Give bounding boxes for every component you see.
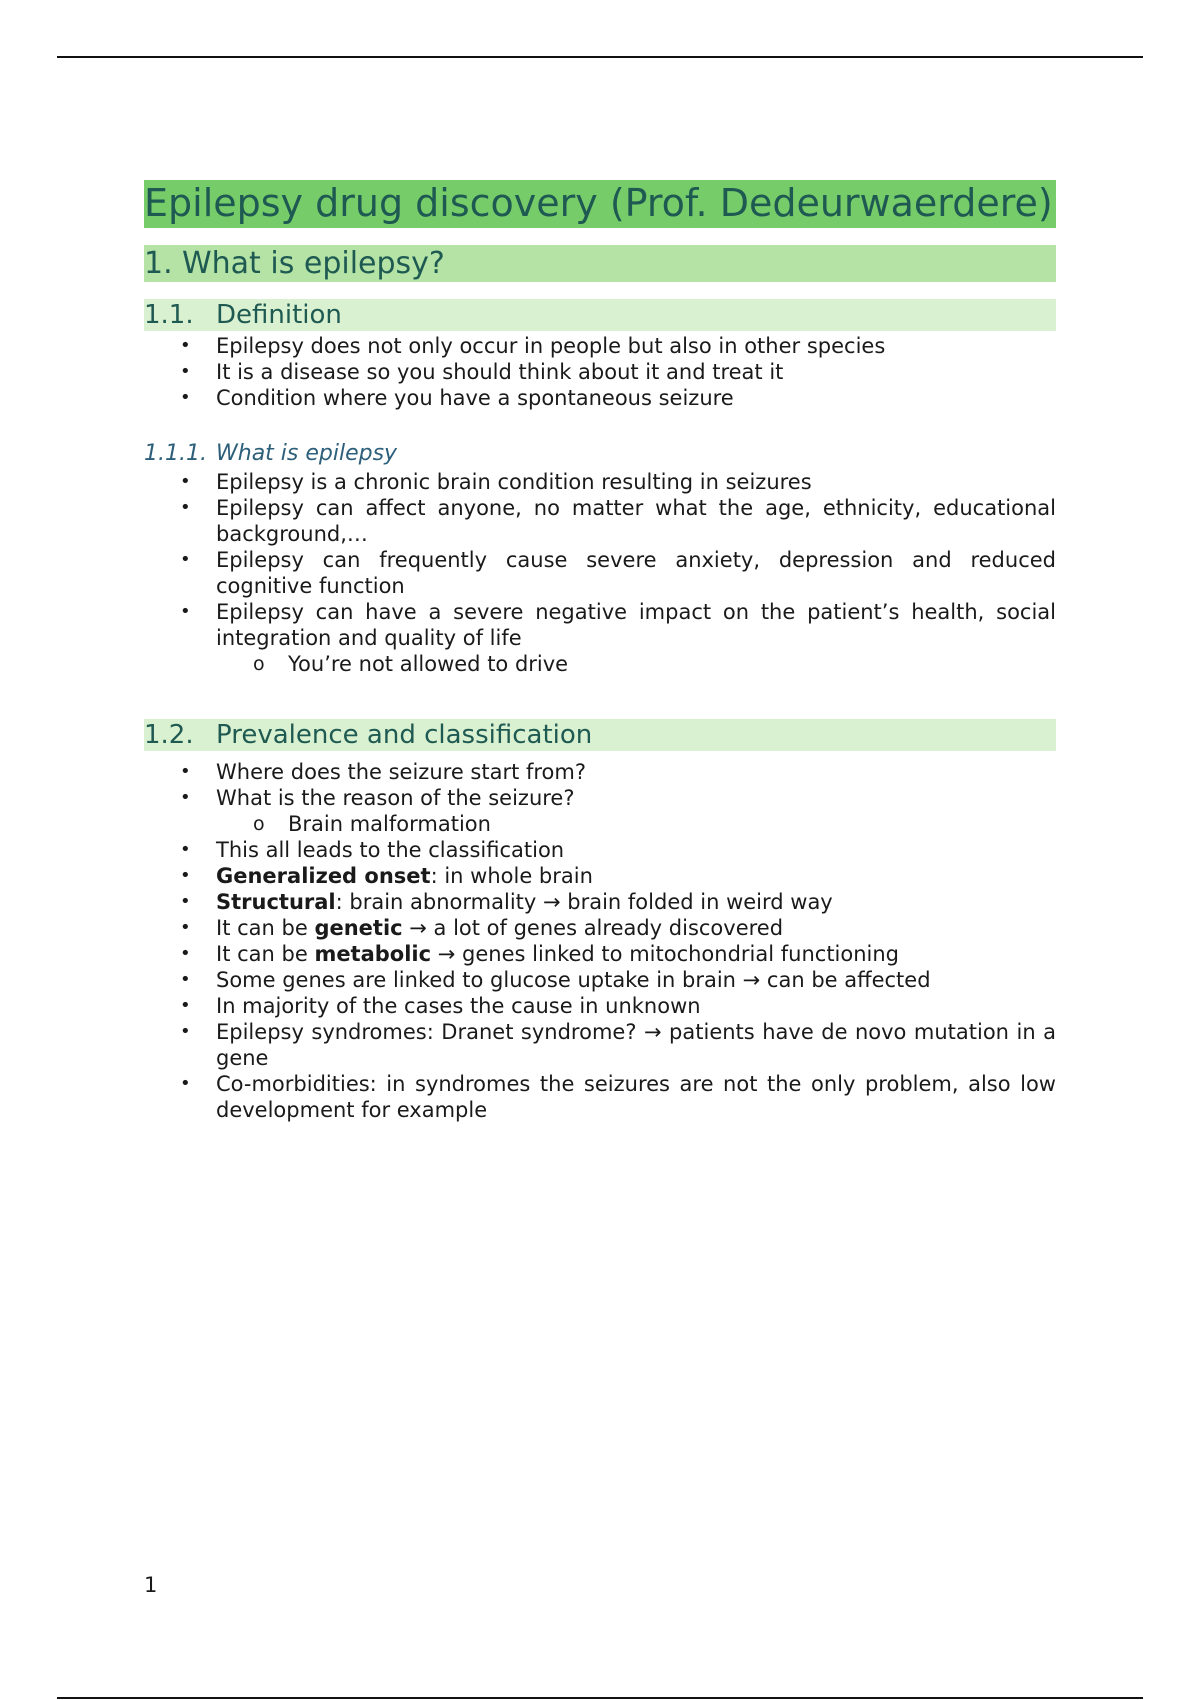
- list-item: • Generalized onset: in whole brain: [180, 864, 593, 888]
- list-item: • Epilepsy does not only occur in people but also in other species: [180, 334, 886, 358]
- definition-list: [144, 333, 1056, 411]
- bullet-icon: •: [180, 839, 191, 860]
- bullet-icon: •: [180, 787, 191, 808]
- sub-list-item: o You’re not allowed to drive: [253, 652, 569, 676]
- bullet-icon: •: [180, 943, 191, 964]
- page-number: 1: [144, 1573, 158, 1597]
- what-is-epilepsy-list: [144, 469, 1056, 677]
- bullet-icon: •: [180, 761, 191, 782]
- bullet-icon: •: [180, 549, 191, 570]
- list-item: • It can be genetic → a lot of genes already discovered: [180, 916, 784, 940]
- bullet-icon: •: [180, 335, 191, 356]
- section-number: 1.1.: [144, 300, 194, 330]
- footer-rule: [57, 1697, 1143, 1699]
- section-title: What is epilepsy: [216, 441, 398, 466]
- bullet-icon: •: [180, 497, 191, 518]
- bullet-icon: •: [180, 995, 191, 1016]
- section-number: 1.: [144, 246, 173, 281]
- sub-list: [144, 651, 1056, 677]
- bullet-icon: •: [180, 917, 191, 938]
- sub-bullet-icon: o: [253, 813, 265, 835]
- sub-list-item: o Brain malformation: [253, 812, 491, 836]
- list-item: • This all leads to the classification: [180, 838, 565, 862]
- list-item: • Epilepsy is a chronic brain condition resulting in seizures: [180, 470, 812, 494]
- list-item: • It can be metabolic → genes linked to mitochondrial functioning: [180, 942, 900, 966]
- list-item: • Where does the seizure start from?: [180, 760, 587, 784]
- bullet-icon: •: [180, 1021, 191, 1042]
- list-item: • Condition where you have a spontaneous seizure: [180, 386, 734, 410]
- section-number: 1.1.1.: [144, 441, 207, 466]
- sub-bullet-icon: o: [253, 653, 265, 675]
- header-rule: [57, 56, 1143, 58]
- section-title: Definition: [216, 300, 342, 330]
- list-item: • Co-morbidities: in syndromes the seizures are not the only problem, also low development for example: [180, 1072, 1056, 1122]
- bullet-icon: •: [180, 471, 191, 492]
- section-heading-1: [144, 245, 1056, 282]
- bullet-icon: •: [180, 361, 191, 382]
- list-item: • What is the reason of the seizure? o Brain malformation: [144, 785, 1056, 837]
- list-item: • Epilepsy can affect anyone, no matter what the age, ethnicity, educational background,…: [180, 496, 1056, 546]
- section-number: 1.2.: [144, 720, 194, 750]
- section-title: Prevalence and classification: [216, 720, 593, 750]
- document-title: Epilepsy drug discovery (Prof. Dedeurwaerdere): [144, 180, 1056, 228]
- bullet-icon: •: [180, 969, 191, 990]
- list-item: • Epilepsy can frequently cause severe anxiety, depression and reduced cognitive function: [180, 548, 1056, 598]
- sub-list: [144, 811, 1056, 837]
- list-item: • Epilepsy syndromes: Dranet syndrome? → patients have de novo mutation in a gene: [180, 1020, 1056, 1070]
- list-item: • In majority of the cases the cause in unknown: [180, 994, 701, 1018]
- section-heading-1-1-1: [144, 440, 1056, 468]
- list-item: • Some genes are linked to glucose uptake in brain → can be affected: [180, 968, 931, 992]
- list-item: • Epilepsy can have a severe negative impact on the patient’s health, social integration and quality of life o You’re not allowed to drive: [144, 599, 1056, 677]
- list-item: • It is a disease so you should think about it and treat it: [180, 360, 784, 384]
- section-heading-1-2: [144, 719, 1056, 751]
- section-title: What is epilepsy?: [182, 246, 445, 281]
- bullet-icon: •: [180, 387, 191, 408]
- document-body: [144, 180, 1056, 1123]
- bullet-icon: •: [180, 865, 191, 886]
- classification-list: [144, 759, 1056, 1123]
- bullet-icon: •: [180, 891, 191, 912]
- list-item: • Structural: brain abnormality → brain folded in weird way: [180, 890, 833, 914]
- bullet-icon: •: [180, 1073, 191, 1094]
- section-heading-1-1: [144, 299, 1056, 331]
- bullet-icon: •: [180, 601, 191, 622]
